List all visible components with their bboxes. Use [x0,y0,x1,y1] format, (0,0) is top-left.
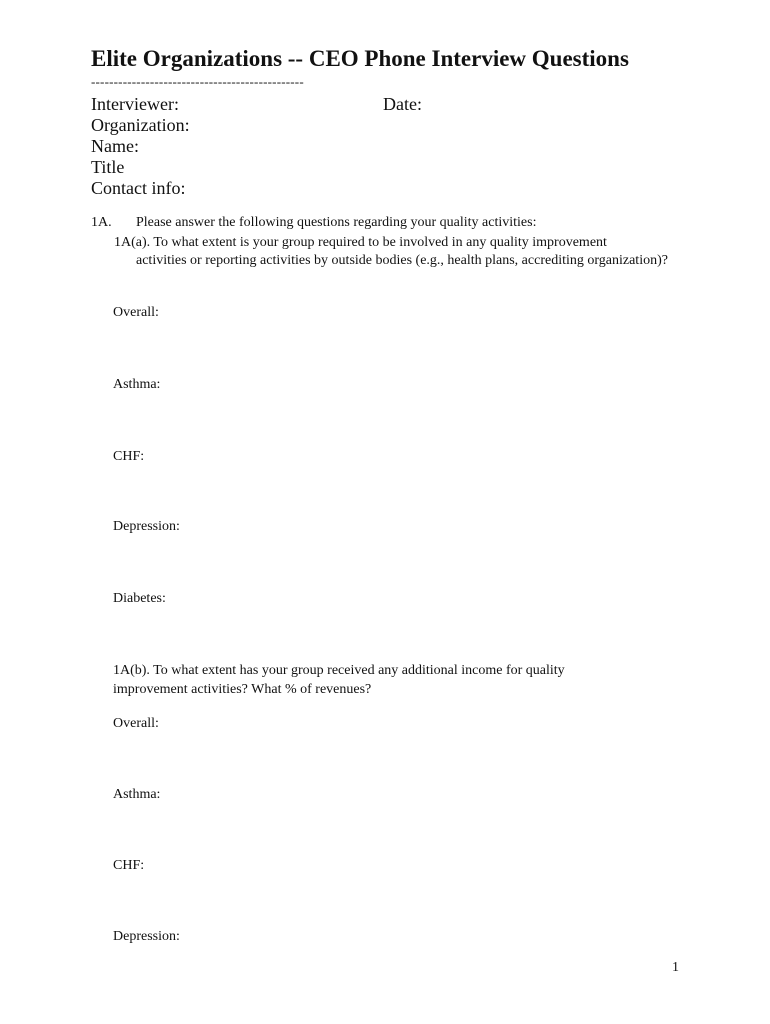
subquestion-1a-b: 1A(b). To what extent has your group received any additional income for quality improvement activities? What % of revenues? [113,663,565,697]
contact-info-field: Contact info: [91,178,186,198]
organization-field: Organization: [91,115,190,135]
subquestion-1a-a-continuation: activities or reporting activities by outside bodies (e.g., health plans, accrediting organization)? [136,253,668,268]
date-field: Date: [383,94,422,114]
answer-label-asthma-a: Asthma: [113,377,161,392]
question-number: 1A. [91,215,112,230]
answer-label-diabetes-a: Diabetes: [113,591,166,606]
answer-label-depression-b: Depression: [113,929,180,944]
answer-label-chf-b: CHF: [113,858,145,873]
answer-label-asthma-b: Asthma: [113,787,161,802]
answer-label-overall-a: Overall: [113,305,159,320]
answer-label-depression-a: Depression: [113,519,180,534]
subquestion-1a-a [114,234,674,270]
question-text: Please answer the following questions regarding your quality activities: [136,215,537,230]
document-title: Elite Organizations -- CEO Phone Interview Questions [91,46,629,71]
answer-label-chf-a: CHF: [113,449,145,464]
subquestion-1a-a-first-line: 1A(a). To what extent is your group required to be involved in any quality improvement [114,235,607,250]
interviewer-field: Interviewer: [91,94,179,114]
answer-label-overall-b: Overall: [113,716,159,731]
name-field: Name: [91,136,139,156]
title-field: Title [91,157,125,177]
title-divider: ----------------------------------------------- [91,74,304,89]
page-number: 1 [672,960,679,975]
